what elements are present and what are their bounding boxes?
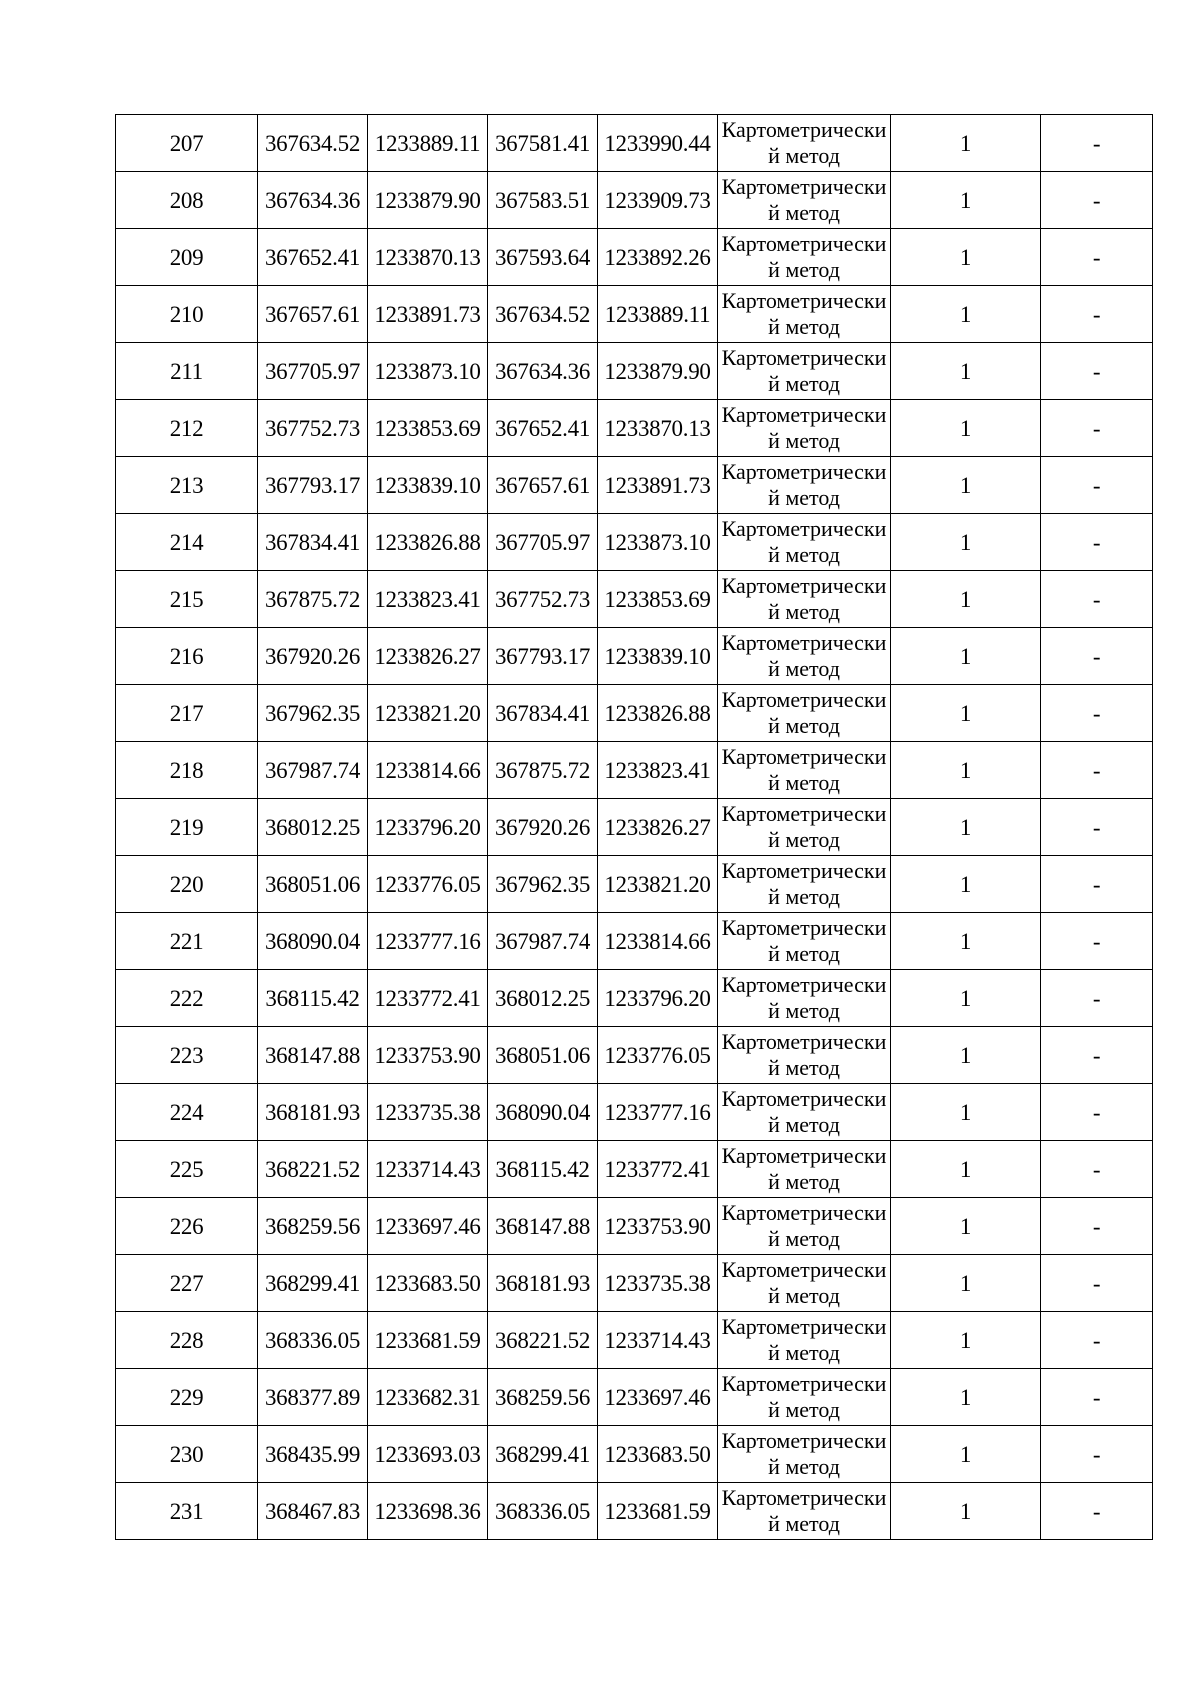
y-coordinate-cell: 1233776.05 [368, 856, 488, 913]
x-coordinate-cell: 368336.05 [258, 1312, 368, 1369]
accuracy-cell: 1 [891, 1483, 1041, 1540]
note-cell: - [1041, 913, 1153, 970]
accuracy-cell: 1 [891, 1198, 1041, 1255]
y-coordinate-cell: 1233777.16 [368, 913, 488, 970]
table-row [116, 457, 1153, 514]
note-cell: - [1041, 343, 1153, 400]
point-number-cell: 229 [116, 1369, 258, 1426]
method-cell: Картометрический метод [718, 799, 891, 856]
note-cell: - [1041, 856, 1153, 913]
y-previous-coordinate-cell: 1233879.90 [598, 343, 718, 400]
y-previous-coordinate-cell: 1233814.66 [598, 913, 718, 970]
y-previous-coordinate-cell: 1233892.26 [598, 229, 718, 286]
table-row [116, 115, 1153, 172]
method-cell: Картометрический метод [718, 571, 891, 628]
x-coordinate-cell: 367634.36 [258, 172, 368, 229]
method-cell: Картометрический метод [718, 343, 891, 400]
x-previous-coordinate-cell: 368299.41 [488, 1426, 598, 1483]
x-coordinate-cell: 367752.73 [258, 400, 368, 457]
y-coordinate-cell: 1233826.27 [368, 628, 488, 685]
accuracy-cell: 1 [891, 343, 1041, 400]
table-row [116, 172, 1153, 229]
note-cell: - [1041, 1426, 1153, 1483]
point-number-cell: 216 [116, 628, 258, 685]
y-coordinate-cell: 1233889.11 [368, 115, 488, 172]
accuracy-cell: 1 [891, 115, 1041, 172]
method-cell: Картометрический метод [718, 913, 891, 970]
method-cell: Картометрический метод [718, 400, 891, 457]
y-previous-coordinate-cell: 1233826.27 [598, 799, 718, 856]
x-previous-coordinate-cell: 368090.04 [488, 1084, 598, 1141]
table-row [116, 1198, 1153, 1255]
x-coordinate-cell: 367634.52 [258, 115, 368, 172]
note-cell: - [1041, 970, 1153, 1027]
accuracy-cell: 1 [891, 970, 1041, 1027]
note-cell: - [1041, 514, 1153, 571]
point-number-cell: 228 [116, 1312, 258, 1369]
y-coordinate-cell: 1233839.10 [368, 457, 488, 514]
y-coordinate-cell: 1233683.50 [368, 1255, 488, 1312]
x-previous-coordinate-cell: 367962.35 [488, 856, 598, 913]
y-previous-coordinate-cell: 1233681.59 [598, 1483, 718, 1540]
note-cell: - [1041, 1084, 1153, 1141]
table-row [116, 628, 1153, 685]
method-cell: Картометрический метод [718, 1483, 891, 1540]
x-previous-coordinate-cell: 367875.72 [488, 742, 598, 799]
accuracy-cell: 1 [891, 1027, 1041, 1084]
table-row [116, 1369, 1153, 1426]
accuracy-cell: 1 [891, 685, 1041, 742]
y-previous-coordinate-cell: 1233683.50 [598, 1426, 718, 1483]
method-cell: Картометрический метод [718, 1141, 891, 1198]
y-coordinate-cell: 1233753.90 [368, 1027, 488, 1084]
x-previous-coordinate-cell: 367987.74 [488, 913, 598, 970]
accuracy-cell: 1 [891, 172, 1041, 229]
y-coordinate-cell: 1233693.03 [368, 1426, 488, 1483]
note-cell: - [1041, 1255, 1153, 1312]
x-previous-coordinate-cell: 368336.05 [488, 1483, 598, 1540]
accuracy-cell: 1 [891, 628, 1041, 685]
y-previous-coordinate-cell: 1233796.20 [598, 970, 718, 1027]
note-cell: - [1041, 115, 1153, 172]
y-previous-coordinate-cell: 1233753.90 [598, 1198, 718, 1255]
y-previous-coordinate-cell: 1233839.10 [598, 628, 718, 685]
table-row [116, 799, 1153, 856]
x-previous-coordinate-cell: 367793.17 [488, 628, 598, 685]
x-coordinate-cell: 368259.56 [258, 1198, 368, 1255]
point-number-cell: 207 [116, 115, 258, 172]
y-coordinate-cell: 1233853.69 [368, 400, 488, 457]
note-cell: - [1041, 1483, 1153, 1540]
method-cell: Картометрический метод [718, 628, 891, 685]
table-row [116, 1027, 1153, 1084]
x-previous-coordinate-cell: 368181.93 [488, 1255, 598, 1312]
accuracy-cell: 1 [891, 457, 1041, 514]
point-number-cell: 224 [116, 1084, 258, 1141]
note-cell: - [1041, 286, 1153, 343]
note-cell: - [1041, 799, 1153, 856]
y-coordinate-cell: 1233735.38 [368, 1084, 488, 1141]
x-coordinate-cell: 367793.17 [258, 457, 368, 514]
table-row [116, 1426, 1153, 1483]
y-coordinate-cell: 1233796.20 [368, 799, 488, 856]
table-row [116, 856, 1153, 913]
point-number-cell: 225 [116, 1141, 258, 1198]
table-row [116, 970, 1153, 1027]
accuracy-cell: 1 [891, 799, 1041, 856]
x-coordinate-cell: 367657.61 [258, 286, 368, 343]
method-cell: Картометрический метод [718, 229, 891, 286]
y-previous-coordinate-cell: 1233873.10 [598, 514, 718, 571]
y-previous-coordinate-cell: 1233909.73 [598, 172, 718, 229]
method-cell: Картометрический метод [718, 1312, 891, 1369]
note-cell: - [1041, 571, 1153, 628]
accuracy-cell: 1 [891, 1426, 1041, 1483]
accuracy-cell: 1 [891, 913, 1041, 970]
accuracy-cell: 1 [891, 1255, 1041, 1312]
note-cell: - [1041, 172, 1153, 229]
accuracy-cell: 1 [891, 400, 1041, 457]
point-number-cell: 211 [116, 343, 258, 400]
method-cell: Картометрический метод [718, 115, 891, 172]
method-cell: Картометрический метод [718, 514, 891, 571]
x-coordinate-cell: 368299.41 [258, 1255, 368, 1312]
y-coordinate-cell: 1233814.66 [368, 742, 488, 799]
x-coordinate-cell: 367962.35 [258, 685, 368, 742]
table-row [116, 229, 1153, 286]
y-previous-coordinate-cell: 1233772.41 [598, 1141, 718, 1198]
accuracy-cell: 1 [891, 286, 1041, 343]
x-previous-coordinate-cell: 367705.97 [488, 514, 598, 571]
table-row [116, 685, 1153, 742]
y-coordinate-cell: 1233873.10 [368, 343, 488, 400]
x-previous-coordinate-cell: 367581.41 [488, 115, 598, 172]
accuracy-cell: 1 [891, 571, 1041, 628]
x-coordinate-cell: 367920.26 [258, 628, 368, 685]
x-coordinate-cell: 368051.06 [258, 856, 368, 913]
x-previous-coordinate-cell: 368147.88 [488, 1198, 598, 1255]
x-coordinate-cell: 368012.25 [258, 799, 368, 856]
accuracy-cell: 1 [891, 856, 1041, 913]
y-previous-coordinate-cell: 1233735.38 [598, 1255, 718, 1312]
table-row [116, 571, 1153, 628]
method-cell: Картометрический метод [718, 1027, 891, 1084]
table-row [116, 742, 1153, 799]
point-number-cell: 231 [116, 1483, 258, 1540]
x-previous-coordinate-cell: 367657.61 [488, 457, 598, 514]
point-number-cell: 208 [116, 172, 258, 229]
point-number-cell: 215 [116, 571, 258, 628]
y-coordinate-cell: 1233826.88 [368, 514, 488, 571]
accuracy-cell: 1 [891, 229, 1041, 286]
table-row [116, 343, 1153, 400]
x-coordinate-cell: 368435.99 [258, 1426, 368, 1483]
x-previous-coordinate-cell: 367752.73 [488, 571, 598, 628]
y-previous-coordinate-cell: 1233853.69 [598, 571, 718, 628]
method-cell: Картометрический метод [718, 1426, 891, 1483]
x-previous-coordinate-cell: 368259.56 [488, 1369, 598, 1426]
note-cell: - [1041, 1027, 1153, 1084]
note-cell: - [1041, 1198, 1153, 1255]
x-previous-coordinate-cell: 367834.41 [488, 685, 598, 742]
x-coordinate-cell: 368377.89 [258, 1369, 368, 1426]
x-coordinate-cell: 367987.74 [258, 742, 368, 799]
y-coordinate-cell: 1233891.73 [368, 286, 488, 343]
y-coordinate-cell: 1233698.36 [368, 1483, 488, 1540]
point-number-cell: 210 [116, 286, 258, 343]
x-coordinate-cell: 367652.41 [258, 229, 368, 286]
y-coordinate-cell: 1233870.13 [368, 229, 488, 286]
accuracy-cell: 1 [891, 514, 1041, 571]
table-row [116, 1255, 1153, 1312]
y-previous-coordinate-cell: 1233826.88 [598, 685, 718, 742]
table-row [116, 1141, 1153, 1198]
accuracy-cell: 1 [891, 1312, 1041, 1369]
x-previous-coordinate-cell: 368051.06 [488, 1027, 598, 1084]
y-coordinate-cell: 1233682.31 [368, 1369, 488, 1426]
point-number-cell: 219 [116, 799, 258, 856]
point-number-cell: 209 [116, 229, 258, 286]
accuracy-cell: 1 [891, 1084, 1041, 1141]
y-coordinate-cell: 1233697.46 [368, 1198, 488, 1255]
coordinates-table [115, 114, 1153, 1540]
x-previous-coordinate-cell: 367652.41 [488, 400, 598, 457]
y-coordinate-cell: 1233714.43 [368, 1141, 488, 1198]
y-previous-coordinate-cell: 1233777.16 [598, 1084, 718, 1141]
x-coordinate-cell: 368467.83 [258, 1483, 368, 1540]
y-previous-coordinate-cell: 1233870.13 [598, 400, 718, 457]
accuracy-cell: 1 [891, 1141, 1041, 1198]
y-coordinate-cell: 1233681.59 [368, 1312, 488, 1369]
note-cell: - [1041, 1312, 1153, 1369]
y-previous-coordinate-cell: 1233891.73 [598, 457, 718, 514]
point-number-cell: 230 [116, 1426, 258, 1483]
table-row [116, 514, 1153, 571]
x-previous-coordinate-cell: 368221.52 [488, 1312, 598, 1369]
accuracy-cell: 1 [891, 742, 1041, 799]
y-previous-coordinate-cell: 1233776.05 [598, 1027, 718, 1084]
y-previous-coordinate-cell: 1233697.46 [598, 1369, 718, 1426]
x-previous-coordinate-cell: 367583.51 [488, 172, 598, 229]
point-number-cell: 221 [116, 913, 258, 970]
y-coordinate-cell: 1233772.41 [368, 970, 488, 1027]
table-row [116, 913, 1153, 970]
x-coordinate-cell: 368221.52 [258, 1141, 368, 1198]
y-previous-coordinate-cell: 1233990.44 [598, 115, 718, 172]
point-number-cell: 217 [116, 685, 258, 742]
y-previous-coordinate-cell: 1233821.20 [598, 856, 718, 913]
x-coordinate-cell: 367705.97 [258, 343, 368, 400]
table-row [116, 400, 1153, 457]
y-previous-coordinate-cell: 1233889.11 [598, 286, 718, 343]
point-number-cell: 223 [116, 1027, 258, 1084]
x-previous-coordinate-cell: 367920.26 [488, 799, 598, 856]
y-previous-coordinate-cell: 1233714.43 [598, 1312, 718, 1369]
x-previous-coordinate-cell: 367634.36 [488, 343, 598, 400]
method-cell: Картометрический метод [718, 457, 891, 514]
point-number-cell: 218 [116, 742, 258, 799]
note-cell: - [1041, 742, 1153, 799]
note-cell: - [1041, 1141, 1153, 1198]
x-previous-coordinate-cell: 367634.52 [488, 286, 598, 343]
x-coordinate-cell: 368090.04 [258, 913, 368, 970]
note-cell: - [1041, 685, 1153, 742]
table-body [116, 115, 1153, 1540]
y-coordinate-cell: 1233821.20 [368, 685, 488, 742]
table-row [116, 1084, 1153, 1141]
point-number-cell: 212 [116, 400, 258, 457]
table-row [116, 1312, 1153, 1369]
note-cell: - [1041, 628, 1153, 685]
method-cell: Картометрический метод [718, 172, 891, 229]
method-cell: Картометрический метод [718, 1084, 891, 1141]
note-cell: - [1041, 457, 1153, 514]
point-number-cell: 213 [116, 457, 258, 514]
method-cell: Картометрический метод [718, 685, 891, 742]
x-coordinate-cell: 368115.42 [258, 970, 368, 1027]
point-number-cell: 222 [116, 970, 258, 1027]
y-previous-coordinate-cell: 1233823.41 [598, 742, 718, 799]
table-row [116, 1483, 1153, 1540]
x-coordinate-cell: 367875.72 [258, 571, 368, 628]
x-previous-coordinate-cell: 367593.64 [488, 229, 598, 286]
note-cell: - [1041, 1369, 1153, 1426]
x-coordinate-cell: 368147.88 [258, 1027, 368, 1084]
y-coordinate-cell: 1233879.90 [368, 172, 488, 229]
method-cell: Картометрический метод [718, 1198, 891, 1255]
note-cell: - [1041, 400, 1153, 457]
x-coordinate-cell: 367834.41 [258, 514, 368, 571]
method-cell: Картометрический метод [718, 742, 891, 799]
note-cell: - [1041, 229, 1153, 286]
point-number-cell: 214 [116, 514, 258, 571]
x-coordinate-cell: 368181.93 [258, 1084, 368, 1141]
method-cell: Картометрический метод [718, 856, 891, 913]
accuracy-cell: 1 [891, 1369, 1041, 1426]
point-number-cell: 220 [116, 856, 258, 913]
method-cell: Картометрический метод [718, 1255, 891, 1312]
point-number-cell: 226 [116, 1198, 258, 1255]
table-row [116, 286, 1153, 343]
x-previous-coordinate-cell: 368115.42 [488, 1141, 598, 1198]
method-cell: Картометрический метод [718, 286, 891, 343]
method-cell: Картометрический метод [718, 970, 891, 1027]
x-previous-coordinate-cell: 368012.25 [488, 970, 598, 1027]
point-number-cell: 227 [116, 1255, 258, 1312]
y-coordinate-cell: 1233823.41 [368, 571, 488, 628]
method-cell: Картометрический метод [718, 1369, 891, 1426]
